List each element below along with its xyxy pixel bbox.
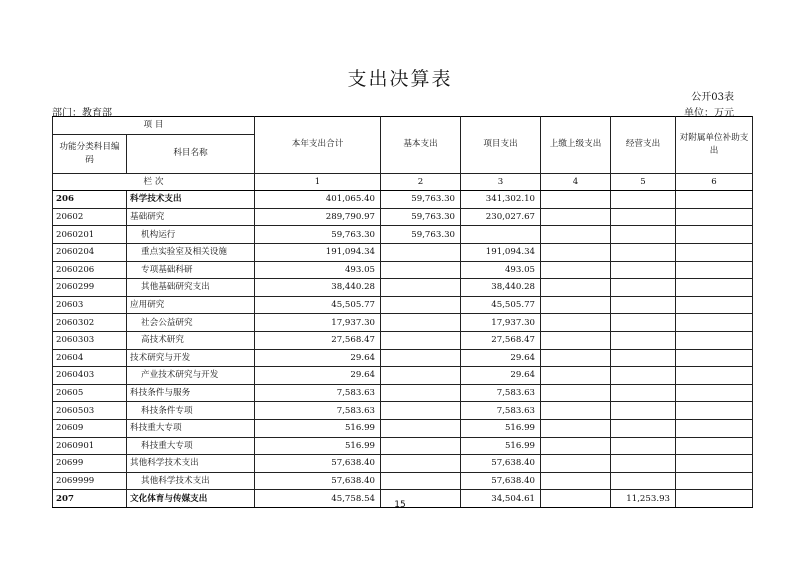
cell-basic [381,314,461,332]
table-row [53,402,753,420]
table-row [53,208,753,226]
cell-project [461,226,541,244]
cell-basic [381,472,461,490]
cell-subsidy [676,243,753,261]
header-subsidy: 对附属单位补助支出 [676,117,753,174]
cell-subsidy [676,455,753,473]
header-upper: 上缴上级支出 [541,117,611,174]
cell-project: 516.99 [461,437,541,455]
cell-business [611,243,676,261]
cell-business [611,402,676,420]
cell-total: 29.64 [255,349,381,367]
cell-business [611,437,676,455]
table-row [53,279,753,297]
cell-upper [541,226,611,244]
cell-basic [381,402,461,420]
cell-name: 文化体育与传媒支出 [127,490,255,508]
cell-total: 45,505.77 [255,296,381,314]
cell-basic [381,349,461,367]
cell-name: 社会公益研究 [127,314,255,332]
cell-business [611,331,676,349]
cell-upper [541,384,611,402]
cell-subsidy [676,437,753,455]
cell-code: 20603 [53,296,127,314]
cell-basic [381,296,461,314]
cell-total: 7,583.63 [255,402,381,420]
cell-project: 38,440.28 [461,279,541,297]
table-row [53,472,753,490]
cell-project: 27,568.47 [461,331,541,349]
cell-upper [541,279,611,297]
cell-name: 高技术研究 [127,331,255,349]
unit-label: 单位：万元 [684,108,734,119]
cell-name: 科技条件与服务 [127,384,255,402]
cell-name: 重点实验室及相关设施 [127,243,255,261]
table-row [53,296,753,314]
cell-name: 技术研究与开发 [127,349,255,367]
cell-code: 20605 [53,384,127,402]
cell-name: 其他科学技术支出 [127,472,255,490]
cell-subsidy [676,331,753,349]
cell-code: 2069999 [53,472,127,490]
table-row [53,261,753,279]
table-row [53,419,753,437]
cell-project: 45,505.77 [461,296,541,314]
column-index: 1 [255,173,381,191]
column-index: 6 [676,173,753,191]
expenditure-table [52,116,753,508]
cell-subsidy [676,349,753,367]
cell-project: 191,094.34 [461,243,541,261]
cell-project: 29.64 [461,349,541,367]
cell-code: 2060303 [53,331,127,349]
header-code: 功能分类科目编码 [53,134,127,173]
cell-project: 516.99 [461,419,541,437]
cell-upper [541,455,611,473]
cell-subsidy [676,384,753,402]
cell-code: 2060299 [53,279,127,297]
cell-name: 其他科学技术支出 [127,455,255,473]
cell-project: 493.05 [461,261,541,279]
cell-name: 科技重大专项 [127,419,255,437]
cell-total: 57,638.40 [255,455,381,473]
cell-basic [381,261,461,279]
cell-name: 科技重大专项 [127,437,255,455]
cell-total: 38,440.28 [255,279,381,297]
header-item: 项 目 [53,117,255,135]
cell-total: 7,583.63 [255,384,381,402]
cell-business [611,226,676,244]
cell-subsidy [676,191,753,209]
cell-code: 2060901 [53,437,127,455]
cell-total: 27,568.47 [255,331,381,349]
cell-total: 289,790.97 [255,208,381,226]
cell-business [611,419,676,437]
cell-name: 其他基础研究支出 [127,279,255,297]
cell-total: 516.99 [255,437,381,455]
cell-name: 科技条件专项 [127,402,255,420]
table-row [53,226,753,244]
table-row [53,455,753,473]
table-row [53,437,753,455]
cell-upper [541,331,611,349]
cell-name: 产业技术研究与开发 [127,367,255,385]
cell-total: 45,758.54 [255,490,381,508]
page-number: 15 [394,500,406,510]
cell-basic [381,455,461,473]
table-row [53,191,753,209]
cell-total: 401,065.40 [255,191,381,209]
table-row [53,243,753,261]
cell-upper [541,367,611,385]
page-title: 支出决算表 [347,68,453,90]
cell-code: 20699 [53,455,127,473]
cell-total: 59,763.30 [255,226,381,244]
cell-upper [541,314,611,332]
cell-total: 17,937.30 [255,314,381,332]
cell-code: 20609 [53,419,127,437]
cell-code: 2060201 [53,226,127,244]
cell-basic: 59,763.30 [381,191,461,209]
cell-business [611,472,676,490]
table-body [53,191,753,508]
cell-name: 应用研究 [127,296,255,314]
header-name: 科目名称 [127,134,255,173]
cell-code: 2060206 [53,261,127,279]
cell-code: 2060403 [53,367,127,385]
cell-total: 29.64 [255,367,381,385]
column-index: 2 [381,173,461,191]
cell-upper [541,402,611,420]
cell-business [611,384,676,402]
cell-project: 34,504.61 [461,490,541,508]
cell-name: 机构运行 [127,226,255,244]
cell-subsidy [676,208,753,226]
cell-code: 20604 [53,349,127,367]
cell-project: 7,583.63 [461,402,541,420]
form-number: 公开03表 [691,92,734,103]
table-row [53,384,753,402]
cell-project: 341,302.10 [461,191,541,209]
cell-subsidy [676,261,753,279]
cell-subsidy [676,419,753,437]
column-index: 4 [541,173,611,191]
cell-project: 230,027.67 [461,208,541,226]
cell-upper [541,437,611,455]
cell-basic [381,279,461,297]
cell-upper [541,261,611,279]
cell-code: 2060503 [53,402,127,420]
cell-project: 57,638.40 [461,472,541,490]
table-row [53,314,753,332]
cell-name: 科学技术支出 [127,191,255,209]
header-total: 本年支出合计 [255,117,381,174]
cell-upper [541,349,611,367]
cell-basic [381,419,461,437]
cell-basic [381,384,461,402]
column-index: 5 [611,173,676,191]
cell-name: 基础研究 [127,208,255,226]
header-project: 项目支出 [461,117,541,174]
cell-business [611,367,676,385]
cell-project: 57,638.40 [461,455,541,473]
cell-basic: 59,763.30 [381,208,461,226]
cell-subsidy [676,402,753,420]
cell-basic [381,243,461,261]
cell-business [611,296,676,314]
cell-basic [381,437,461,455]
column-index-label: 栏 次 [53,173,255,191]
cell-code: 207 [53,490,127,508]
cell-upper [541,296,611,314]
cell-code: 2060302 [53,314,127,332]
cell-code: 2060204 [53,243,127,261]
cell-total: 57,638.40 [255,472,381,490]
cell-upper [541,208,611,226]
column-index: 3 [461,173,541,191]
cell-total: 191,094.34 [255,243,381,261]
cell-business [611,191,676,209]
cell-subsidy [676,367,753,385]
cell-upper [541,191,611,209]
cell-upper [541,472,611,490]
table-row [53,349,753,367]
cell-business [611,279,676,297]
cell-name: 专项基础科研 [127,261,255,279]
cell-business [611,314,676,332]
cell-upper [541,419,611,437]
cell-basic: 59,763.30 [381,226,461,244]
cell-subsidy [676,472,753,490]
cell-project: 7,583.63 [461,384,541,402]
cell-business: 11,253.93 [611,490,676,508]
cell-total: 516.99 [255,419,381,437]
header-basic: 基本支出 [381,117,461,174]
header-business: 经营支出 [611,117,676,174]
cell-code: 206 [53,191,127,209]
cell-upper [541,243,611,261]
cell-subsidy [676,314,753,332]
cell-total: 493.05 [255,261,381,279]
cell-project: 17,937.30 [461,314,541,332]
cell-business [611,261,676,279]
cell-project: 29.64 [461,367,541,385]
cell-code: 20602 [53,208,127,226]
cell-business [611,349,676,367]
cell-business [611,455,676,473]
table-row [53,367,753,385]
cell-subsidy [676,226,753,244]
cell-subsidy [676,279,753,297]
cell-subsidy [676,296,753,314]
cell-business [611,208,676,226]
cell-basic [381,331,461,349]
department-label: 部门：教育部 [52,108,112,119]
cell-basic [381,367,461,385]
table-row [53,331,753,349]
